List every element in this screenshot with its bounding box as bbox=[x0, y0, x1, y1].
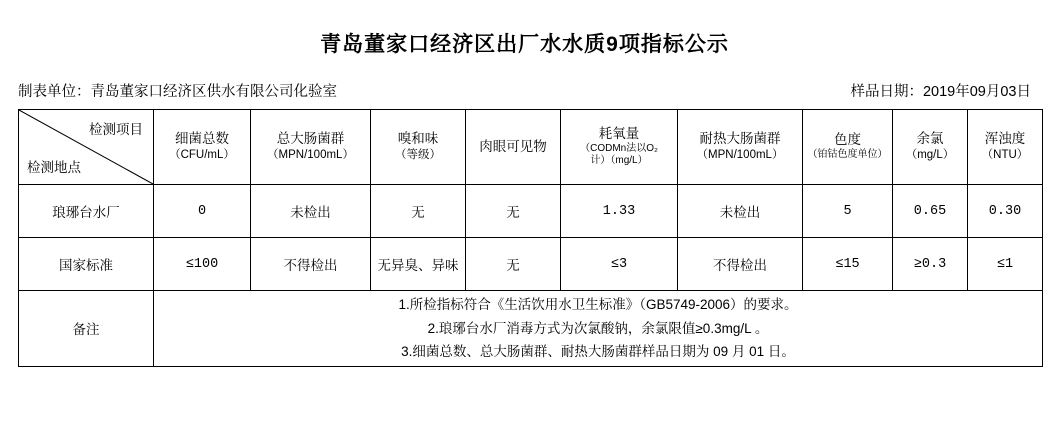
column-header-line2: （NTU） bbox=[981, 149, 1029, 162]
cell-chromaticity: ≤15 bbox=[803, 238, 893, 291]
column-header-total-coliform bbox=[251, 110, 371, 185]
cell-visible-matter: 无 bbox=[466, 238, 561, 291]
column-header-line1: 耗氧量 bbox=[598, 126, 640, 142]
note-line-3: 3.细菌总数、总大肠菌群、耐热大肠菌群样品日期为 09 月 01 日。 bbox=[401, 344, 795, 360]
column-header-line1: 色度 bbox=[834, 132, 861, 148]
row-label-national-standard: 国家标准 bbox=[19, 238, 154, 291]
cell-thermotolerant-coliform: 不得检出 bbox=[678, 238, 803, 291]
table-corner-header bbox=[19, 110, 154, 185]
page-title: 青岛董家口经济区出厂水水质9项指标公示 bbox=[320, 33, 729, 56]
row-label-plant: 琅琊台水厂 bbox=[19, 185, 154, 238]
notes-label: 备注 bbox=[19, 291, 154, 367]
cell-chromaticity: 5 bbox=[803, 185, 893, 238]
column-header-line2: （MPN/100mL） bbox=[267, 149, 354, 162]
cell-turbidity: 0.30 bbox=[968, 185, 1043, 238]
cell-thermotolerant-coliform: 未检出 bbox=[678, 185, 803, 238]
column-header-thermotolerant-coliform bbox=[678, 110, 803, 185]
document-meta bbox=[18, 80, 1031, 101]
maker-unit-label: 制表单位：青岛董家口经济区供水有限公司化验室 bbox=[18, 84, 337, 100]
column-header-line2: （CODMn法以O₂ bbox=[580, 142, 658, 154]
column-header-residual-chlorine bbox=[893, 110, 968, 185]
column-header-line1: 浑浊度 bbox=[984, 131, 1026, 147]
column-header-line3: 计）（mg/L） bbox=[590, 155, 648, 167]
column-header-line2: （MPN/100mL） bbox=[696, 149, 784, 162]
notes-body bbox=[154, 291, 1043, 367]
column-header-line1: 耐热大肠菌群 bbox=[699, 131, 781, 147]
cell-oxygen-consumption: ≤3 bbox=[561, 238, 678, 291]
column-header-visible-matter bbox=[466, 110, 561, 185]
column-header-line1: 细菌总数 bbox=[175, 131, 229, 147]
column-header-chromaticity bbox=[803, 110, 893, 185]
column-header-line2: （等级） bbox=[395, 149, 441, 162]
cell-bacteria-count: 0 bbox=[154, 185, 251, 238]
column-header-line1: 总大肠菌群 bbox=[276, 131, 345, 147]
cell-odor-taste: 无异臭、异味 bbox=[371, 238, 466, 291]
column-header-line2: （铂钴色度单位） bbox=[807, 149, 888, 161]
column-header-turbidity bbox=[968, 110, 1043, 185]
cell-oxygen-consumption: 1.33 bbox=[561, 185, 678, 238]
column-header-odor-taste bbox=[371, 110, 466, 185]
cell-total-coliform: 不得检出 bbox=[251, 238, 371, 291]
corner-column-label: 检测项目 bbox=[89, 122, 143, 137]
column-header-oxygen-consumption bbox=[561, 110, 678, 185]
cell-odor-taste: 无 bbox=[371, 185, 466, 238]
column-header-line1: 嗅和味 bbox=[397, 131, 439, 147]
table-header-row bbox=[19, 110, 1043, 185]
corner-row-label: 检测地点 bbox=[27, 160, 81, 175]
column-header-line2: （CFU/mL） bbox=[169, 149, 235, 162]
cell-residual-chlorine: ≥0.3 bbox=[893, 238, 968, 291]
cell-visible-matter: 无 bbox=[466, 185, 561, 238]
table-row bbox=[19, 238, 1043, 291]
column-header-line1: 肉眼可见物 bbox=[479, 138, 547, 154]
water-quality-table bbox=[18, 109, 1043, 367]
cell-residual-chlorine: 0.65 bbox=[893, 185, 968, 238]
column-header-line2: （mg/L） bbox=[905, 149, 955, 162]
cell-total-coliform: 未检出 bbox=[251, 185, 371, 238]
note-line-1: 1.所检指标符合《生活饮用水卫生标准》（GB5749-2006）的要求。 bbox=[398, 297, 798, 312]
cell-turbidity: ≤1 bbox=[968, 238, 1043, 291]
sample-date-label: 样品日期：2019年09月03日 bbox=[850, 84, 1031, 100]
cell-bacteria-count: ≤100 bbox=[154, 238, 251, 291]
column-header-line1: 余氯 bbox=[916, 131, 944, 147]
notes-row bbox=[19, 291, 1043, 367]
document-page bbox=[0, 28, 1049, 429]
note-line-2: 2.琅琊台水厂消毒方式为次氯酸钠，余氯限值≥0.3mg/L 。 bbox=[427, 320, 769, 336]
table-row bbox=[19, 185, 1043, 238]
column-header-bacteria-count bbox=[154, 110, 251, 185]
